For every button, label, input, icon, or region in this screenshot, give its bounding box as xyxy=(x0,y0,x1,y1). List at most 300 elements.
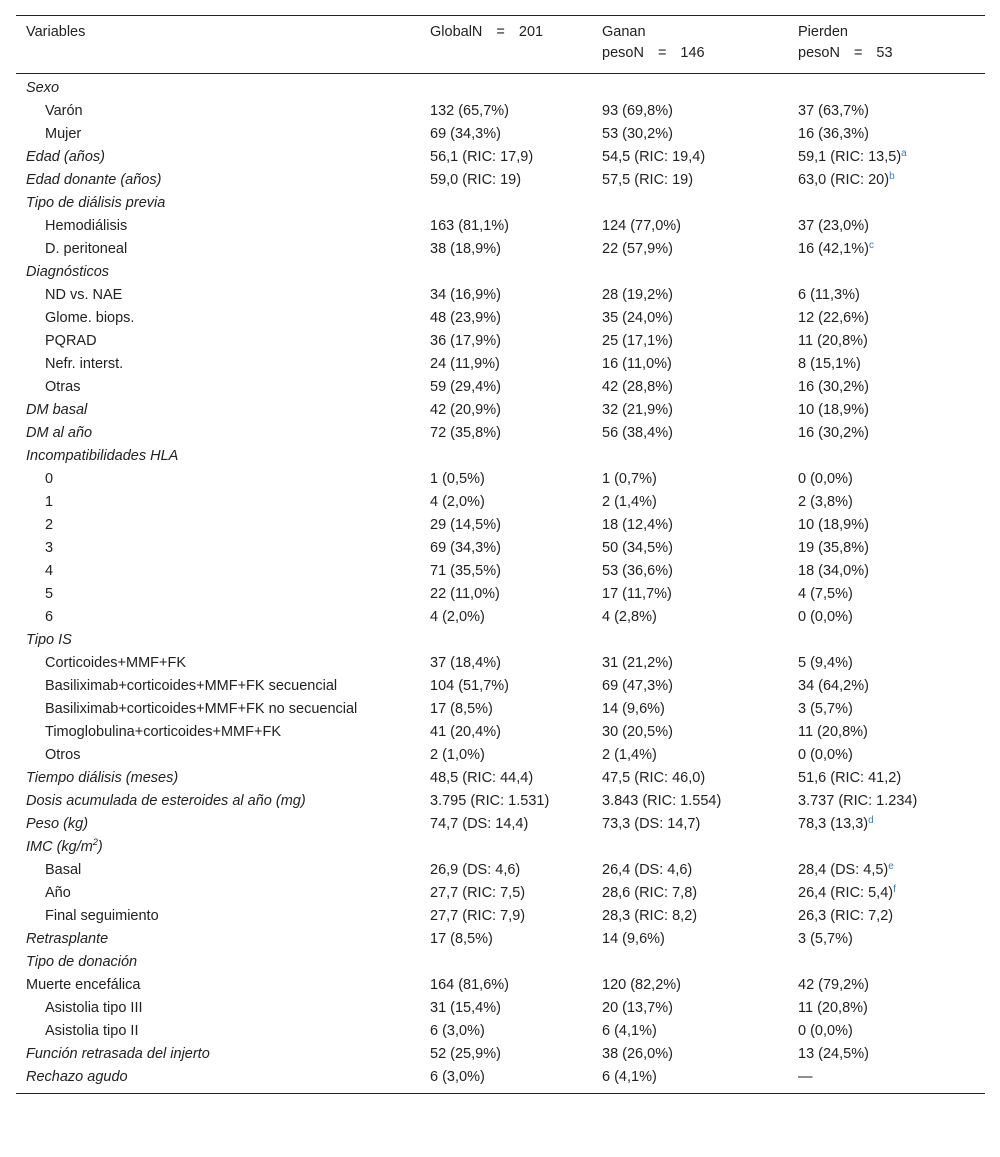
cell-pierden xyxy=(788,376,985,399)
row-label-cell xyxy=(16,468,420,491)
cell-global xyxy=(420,767,592,790)
cell-value: 34 (64,2%) xyxy=(798,678,869,694)
cell-value: 11 (20,8%) xyxy=(798,333,868,349)
row-label-cell xyxy=(16,376,420,399)
row-label: Mujer xyxy=(45,126,82,142)
cell-pierden xyxy=(788,445,985,468)
row-label-cell xyxy=(16,284,420,307)
cell-global xyxy=(420,928,592,951)
cell-global xyxy=(420,859,592,882)
header-ganan xyxy=(592,16,788,74)
cell-value: 78,3 (13,3) xyxy=(798,816,869,832)
footnote-marker[interactable]: c xyxy=(868,240,874,251)
table-row xyxy=(16,560,985,583)
cell-pierden xyxy=(788,491,985,514)
cell-value: 24 (11,9%) xyxy=(430,356,500,372)
cell-value: 132 (65,7%) xyxy=(430,103,509,119)
cell-value: 16 (11,0%) xyxy=(602,356,672,372)
cell-value: 164 (81,6%) xyxy=(430,977,509,993)
cell-value: 51,6 (RIC: 41,2) xyxy=(798,770,902,786)
row-label: Edad (años) xyxy=(26,149,105,165)
cell-ganan xyxy=(592,790,788,813)
footnote-marker[interactable]: a xyxy=(901,148,907,159)
row-label: Nefr. interst. xyxy=(45,356,124,372)
table-row xyxy=(16,606,985,629)
table-row xyxy=(16,100,985,123)
cell-ganan xyxy=(592,307,788,330)
cell-value: 37 (18,4%) xyxy=(430,655,501,671)
cell-pierden xyxy=(788,261,985,284)
row-label: Corticoides+MMF+FK xyxy=(45,655,187,671)
table-row xyxy=(16,491,985,514)
header-variables: Variables xyxy=(26,24,86,40)
cell-value: 57,5 (RIC: 19) xyxy=(602,172,694,188)
row-label-cell xyxy=(16,100,420,123)
cell-pierden xyxy=(788,698,985,721)
cell-value: 28,3 (RIC: 8,2) xyxy=(602,908,698,924)
cell-value: 53 (30,2%) xyxy=(602,126,673,142)
header-global-label: Global xyxy=(430,24,472,40)
cell-ganan xyxy=(592,652,788,675)
cell-value: 104 (51,7%) xyxy=(430,678,509,694)
cell-global xyxy=(420,698,592,721)
table-row xyxy=(16,192,985,215)
cell-global xyxy=(420,583,592,606)
cell-value: 14 (9,6%) xyxy=(602,701,665,717)
cell-value: 6 (4,1%) xyxy=(602,1069,657,1085)
cell-pierden xyxy=(788,1020,985,1043)
table-row xyxy=(16,330,985,353)
row-label-cell xyxy=(16,514,420,537)
table-row xyxy=(16,859,985,882)
row-label: 6 xyxy=(45,609,54,625)
cell-ganan xyxy=(592,744,788,767)
cell-pierden xyxy=(788,307,985,330)
cell-value: 72 (35,8%) xyxy=(430,425,501,441)
cell-pierden xyxy=(788,514,985,537)
table-row xyxy=(16,813,985,836)
footnote-marker[interactable]: d xyxy=(868,815,874,826)
cell-ganan xyxy=(592,1043,788,1066)
table-row xyxy=(16,882,985,905)
cell-pierden xyxy=(788,744,985,767)
cell-value: 13 (24,5%) xyxy=(798,1046,869,1062)
cell-pierden xyxy=(788,652,985,675)
cell-pierden xyxy=(788,192,985,215)
row-label: 5 xyxy=(45,586,54,602)
table-row xyxy=(16,767,985,790)
cell-value: 16 (30,2%) xyxy=(798,425,869,441)
row-label-cell xyxy=(16,261,420,284)
cell-pierden xyxy=(788,859,985,882)
header-pierden-n-label: N xyxy=(829,45,840,61)
cell-value: 28,4 (DS: 4,5) xyxy=(798,862,889,878)
row-label: Año xyxy=(45,885,71,901)
header-ganan-n-label: N xyxy=(633,45,644,61)
row-label: IMC (kg/m xyxy=(26,839,93,855)
row-label: Varón xyxy=(45,103,83,119)
cell-pierden xyxy=(788,813,985,836)
cell-ganan xyxy=(592,721,788,744)
cell-pierden xyxy=(788,606,985,629)
row-label: 1 xyxy=(45,494,54,510)
row-label-cell xyxy=(16,307,420,330)
table-row xyxy=(16,629,985,652)
cell-value: 42 (28,8%) xyxy=(602,379,673,395)
cell-global xyxy=(420,399,592,422)
cell-global xyxy=(420,100,592,123)
cell-ganan xyxy=(592,767,788,790)
table-row xyxy=(16,261,985,284)
row-label: Timoglobulina+corticoides+MMF+FK xyxy=(45,724,281,740)
cell-value: 14 (9,6%) xyxy=(602,931,665,947)
cell-ganan xyxy=(592,629,788,652)
cell-value: 4 (7,5%) xyxy=(798,586,853,602)
row-label: Asistolia tipo II xyxy=(45,1023,139,1039)
cell-ganan xyxy=(592,997,788,1020)
cell-value: 37 (63,7%) xyxy=(798,103,869,119)
row-label: Dosis acumulada de esteroides al año (mg) xyxy=(26,793,306,809)
cell-value: 28,6 (RIC: 7,8) xyxy=(602,885,698,901)
cell-global xyxy=(420,721,592,744)
table-row xyxy=(16,123,985,146)
cell-global xyxy=(420,284,592,307)
cell-value: 48 (23,9%) xyxy=(430,310,501,326)
row-label-cell xyxy=(16,997,420,1020)
table-row xyxy=(16,652,985,675)
row-label-cell xyxy=(16,583,420,606)
row-label-cell xyxy=(16,698,420,721)
row-label: DM al año xyxy=(26,425,93,441)
row-label: Basiliximab+corticoides+MMF+FK secuencial xyxy=(45,678,338,694)
cell-global xyxy=(420,238,592,261)
cell-value: 42 (79,2%) xyxy=(798,977,869,993)
cell-pierden xyxy=(788,238,985,261)
cell-value: 6 (4,1%) xyxy=(602,1023,657,1039)
cell-global xyxy=(420,905,592,928)
row-label: Otros xyxy=(45,747,81,763)
row-label-cell xyxy=(16,1020,420,1043)
cell-value: 26,3 (RIC: 7,2) xyxy=(798,908,894,924)
cell-ganan xyxy=(592,606,788,629)
cell-ganan xyxy=(592,74,788,101)
cell-ganan xyxy=(592,353,788,376)
cell-value: 47,5 (RIC: 46,0) xyxy=(602,770,706,786)
row-label: Asistolia tipo III xyxy=(45,1000,143,1016)
row-label: DM basal xyxy=(26,402,88,418)
cell-global xyxy=(420,261,592,284)
cell-value: 4 (2,0%) xyxy=(430,494,485,510)
table-body xyxy=(16,74,985,1094)
cell-ganan xyxy=(592,330,788,353)
cell-value: 2 (1,0%) xyxy=(430,747,485,763)
cell-pierden xyxy=(788,422,985,445)
cell-value: 52 (25,9%) xyxy=(430,1046,501,1062)
cell-value: 69 (34,3%) xyxy=(430,540,501,556)
cell-value: 36 (17,9%) xyxy=(430,333,501,349)
cell-value: 0 (0,0%) xyxy=(798,609,853,625)
cell-global xyxy=(420,951,592,974)
cell-value: 20 (13,7%) xyxy=(602,1000,673,1016)
cell-ganan xyxy=(592,905,788,928)
cell-pierden xyxy=(788,468,985,491)
row-label: Rechazo agudo xyxy=(26,1069,128,1085)
footnote-marker[interactable]: b xyxy=(889,171,895,182)
cell-value: 5 (9,4%) xyxy=(798,655,853,671)
header-global xyxy=(420,16,592,74)
table-row xyxy=(16,376,985,399)
cell-pierden xyxy=(788,928,985,951)
row-label-cell xyxy=(16,721,420,744)
cell-ganan xyxy=(592,698,788,721)
table-row xyxy=(16,790,985,813)
cell-pierden xyxy=(788,905,985,928)
row-label-cell xyxy=(16,928,420,951)
cell-ganan xyxy=(592,169,788,192)
cell-value: 37 (23,0%) xyxy=(798,218,869,234)
cell-value: 0 (0,0%) xyxy=(798,747,853,763)
table-row xyxy=(16,1020,985,1043)
row-label: Muerte encefálica xyxy=(26,977,141,993)
cell-value: 74,7 (DS: 14,4) xyxy=(430,816,529,832)
cell-pierden xyxy=(788,100,985,123)
cell-global xyxy=(420,307,592,330)
cell-value: 73,3 (DS: 14,7) xyxy=(602,816,701,832)
row-label: Otras xyxy=(45,379,81,395)
cell-global xyxy=(420,790,592,813)
row-label-cell xyxy=(16,399,420,422)
cell-global xyxy=(420,445,592,468)
row-label-cell xyxy=(16,652,420,675)
row-label-cell xyxy=(16,123,420,146)
cell-global xyxy=(420,169,592,192)
cell-global xyxy=(420,606,592,629)
cell-value: 25 (17,1%) xyxy=(602,333,673,349)
cell-global xyxy=(420,882,592,905)
cell-value: 10 (18,9%) xyxy=(798,402,869,418)
row-label: Retrasplante xyxy=(26,931,109,947)
cell-value: 124 (77,0%) xyxy=(602,218,681,234)
cell-ganan xyxy=(592,491,788,514)
cell-value: 2 (3,8%) xyxy=(798,494,853,510)
cell-global xyxy=(420,1020,592,1043)
cell-value: 3 (5,7%) xyxy=(798,931,853,947)
cell-value: 0 (0,0%) xyxy=(798,471,853,487)
row-label-cell xyxy=(16,215,420,238)
cell-value: 69 (34,3%) xyxy=(430,126,501,142)
cell-ganan xyxy=(592,836,788,859)
cell-global xyxy=(420,974,592,997)
table-row xyxy=(16,74,985,101)
cell-value: 38 (26,0%) xyxy=(602,1046,673,1062)
table-row xyxy=(16,951,985,974)
cell-pierden xyxy=(788,537,985,560)
row-label-cell xyxy=(16,606,420,629)
cell-value: 3.843 (RIC: 1.554) xyxy=(602,793,722,809)
cell-ganan xyxy=(592,928,788,951)
row-label-cell xyxy=(16,422,420,445)
cell-value: 3.795 (RIC: 1.531) xyxy=(430,793,550,809)
table-row xyxy=(16,675,985,698)
cell-value: 0 (0,0%) xyxy=(798,1023,853,1039)
cell-ganan xyxy=(592,951,788,974)
row-label: D. peritoneal xyxy=(45,241,128,257)
header-pierden-n: 53 xyxy=(876,45,893,61)
cell-value: 19 (35,8%) xyxy=(798,540,869,556)
cell-value: — xyxy=(798,1069,813,1085)
cell-value: 11 (20,8%) xyxy=(798,1000,868,1016)
cell-value: 17 (11,7%) xyxy=(602,586,672,602)
table-row xyxy=(16,744,985,767)
cell-pierden xyxy=(788,1043,985,1066)
table-row xyxy=(16,468,985,491)
cell-pierden xyxy=(788,560,985,583)
row-label-cell xyxy=(16,629,420,652)
row-label: Final seguimiento xyxy=(45,908,159,924)
cell-value: 6 (3,0%) xyxy=(430,1069,485,1085)
cell-pierden xyxy=(788,284,985,307)
row-label-cell xyxy=(16,445,420,468)
cell-value: 4 (2,0%) xyxy=(430,609,485,625)
cell-value: 42 (20,9%) xyxy=(430,402,501,418)
row-label-cell xyxy=(16,813,420,836)
cell-value: 11 (20,8%) xyxy=(798,724,868,740)
cell-value: 17 (8,5%) xyxy=(430,701,493,717)
cell-global xyxy=(420,813,592,836)
cell-ganan xyxy=(592,583,788,606)
cell-pierden xyxy=(788,583,985,606)
cell-pierden xyxy=(788,721,985,744)
row-label-cell xyxy=(16,537,420,560)
table-row xyxy=(16,445,985,468)
cell-value: 16 (36,3%) xyxy=(798,126,869,142)
cell-pierden xyxy=(788,974,985,997)
cell-value: 59,1 (RIC: 13,5) xyxy=(798,149,902,165)
cell-value: 48,5 (RIC: 44,4) xyxy=(430,770,534,786)
footnote-marker[interactable]: e xyxy=(888,861,894,872)
row-label: Incompatibilidades HLA xyxy=(26,448,179,464)
cell-value: 18 (12,4%) xyxy=(602,517,673,533)
cell-value: 18 (34,0%) xyxy=(798,563,869,579)
cell-ganan xyxy=(592,123,788,146)
row-label-cell xyxy=(16,675,420,698)
row-label-cell xyxy=(16,790,420,813)
table-row xyxy=(16,1066,985,1094)
cell-ganan xyxy=(592,468,788,491)
cell-global xyxy=(420,744,592,767)
header-pierden xyxy=(788,16,985,74)
cell-value: 2 (1,4%) xyxy=(602,747,657,763)
footnote-marker[interactable]: f xyxy=(893,884,896,895)
cell-value: 32 (21,9%) xyxy=(602,402,673,418)
row-label-cell xyxy=(16,836,420,859)
row-label-cell xyxy=(16,1043,420,1066)
row-label: Peso (kg) xyxy=(26,816,89,832)
cell-value: 59 (29,4%) xyxy=(430,379,501,395)
cell-pierden xyxy=(788,951,985,974)
cell-global xyxy=(420,74,592,101)
cell-value: 8 (15,1%) xyxy=(798,356,861,372)
table-row xyxy=(16,928,985,951)
cell-global xyxy=(420,675,592,698)
table-row xyxy=(16,836,985,859)
row-label-cell xyxy=(16,974,420,997)
cell-pierden xyxy=(788,74,985,101)
cell-value: 34 (16,9%) xyxy=(430,287,501,303)
row-label: Basal xyxy=(45,862,82,878)
table-row xyxy=(16,698,985,721)
cell-ganan xyxy=(592,261,788,284)
cell-ganan xyxy=(592,537,788,560)
cell-pierden xyxy=(788,353,985,376)
cell-pierden xyxy=(788,767,985,790)
cell-pierden xyxy=(788,146,985,169)
cell-global xyxy=(420,353,592,376)
row-label-cell xyxy=(16,882,420,905)
row-label: 2 xyxy=(45,517,54,533)
cell-global xyxy=(420,1066,592,1094)
cell-value: 26,9 (DS: 4,6) xyxy=(430,862,521,878)
cell-global xyxy=(420,514,592,537)
header-pierden-label1: Pierden xyxy=(798,24,848,40)
header-ganan-eq: = xyxy=(657,45,667,61)
table-row xyxy=(16,721,985,744)
cell-value: 120 (82,2%) xyxy=(602,977,681,993)
row-label-cell xyxy=(16,560,420,583)
cell-value: 31 (15,4%) xyxy=(430,1000,501,1016)
cell-ganan xyxy=(592,284,788,307)
cell-value: 59,0 (RIC: 19) xyxy=(430,172,522,188)
header-global-n: 201 xyxy=(518,24,544,40)
cell-value: 71 (35,5%) xyxy=(430,563,501,579)
row-label-cell xyxy=(16,353,420,376)
cell-global xyxy=(420,330,592,353)
cell-ganan xyxy=(592,238,788,261)
cell-global xyxy=(420,376,592,399)
row-label: Hemodiálisis xyxy=(45,218,128,234)
row-label: Diagnósticos xyxy=(26,264,110,280)
cell-value: 2 (1,4%) xyxy=(602,494,657,510)
table-row xyxy=(16,905,985,928)
row-label: 3 xyxy=(45,540,54,556)
cell-pierden xyxy=(788,215,985,238)
row-label: Función retrasada del injerto xyxy=(26,1046,210,1062)
row-label-suffix: ) xyxy=(97,839,103,855)
cell-value: 56,1 (RIC: 17,9) xyxy=(430,149,534,165)
cell-pierden xyxy=(788,675,985,698)
cell-global xyxy=(420,146,592,169)
header-pierden-label2: peso xyxy=(798,45,830,61)
cell-global xyxy=(420,1043,592,1066)
header-ganan-label2: peso xyxy=(602,45,634,61)
cell-ganan xyxy=(592,192,788,215)
row-label-cell xyxy=(16,859,420,882)
cell-global xyxy=(420,491,592,514)
row-label: Tiempo diálisis (meses) xyxy=(26,770,179,786)
row-label: Glome. biops. xyxy=(45,310,135,326)
table-row xyxy=(16,514,985,537)
row-label: Basiliximab+corticoides+MMF+FK no secuencial xyxy=(45,701,358,717)
cell-value: 1 (0,7%) xyxy=(602,471,657,487)
cell-value: 41 (20,4%) xyxy=(430,724,501,740)
cell-value: 30 (20,5%) xyxy=(602,724,673,740)
table-row xyxy=(16,307,985,330)
table-row xyxy=(16,238,985,261)
cell-ganan xyxy=(592,675,788,698)
cell-value: 38 (18,9%) xyxy=(430,241,501,257)
cell-global xyxy=(420,422,592,445)
cell-global xyxy=(420,652,592,675)
